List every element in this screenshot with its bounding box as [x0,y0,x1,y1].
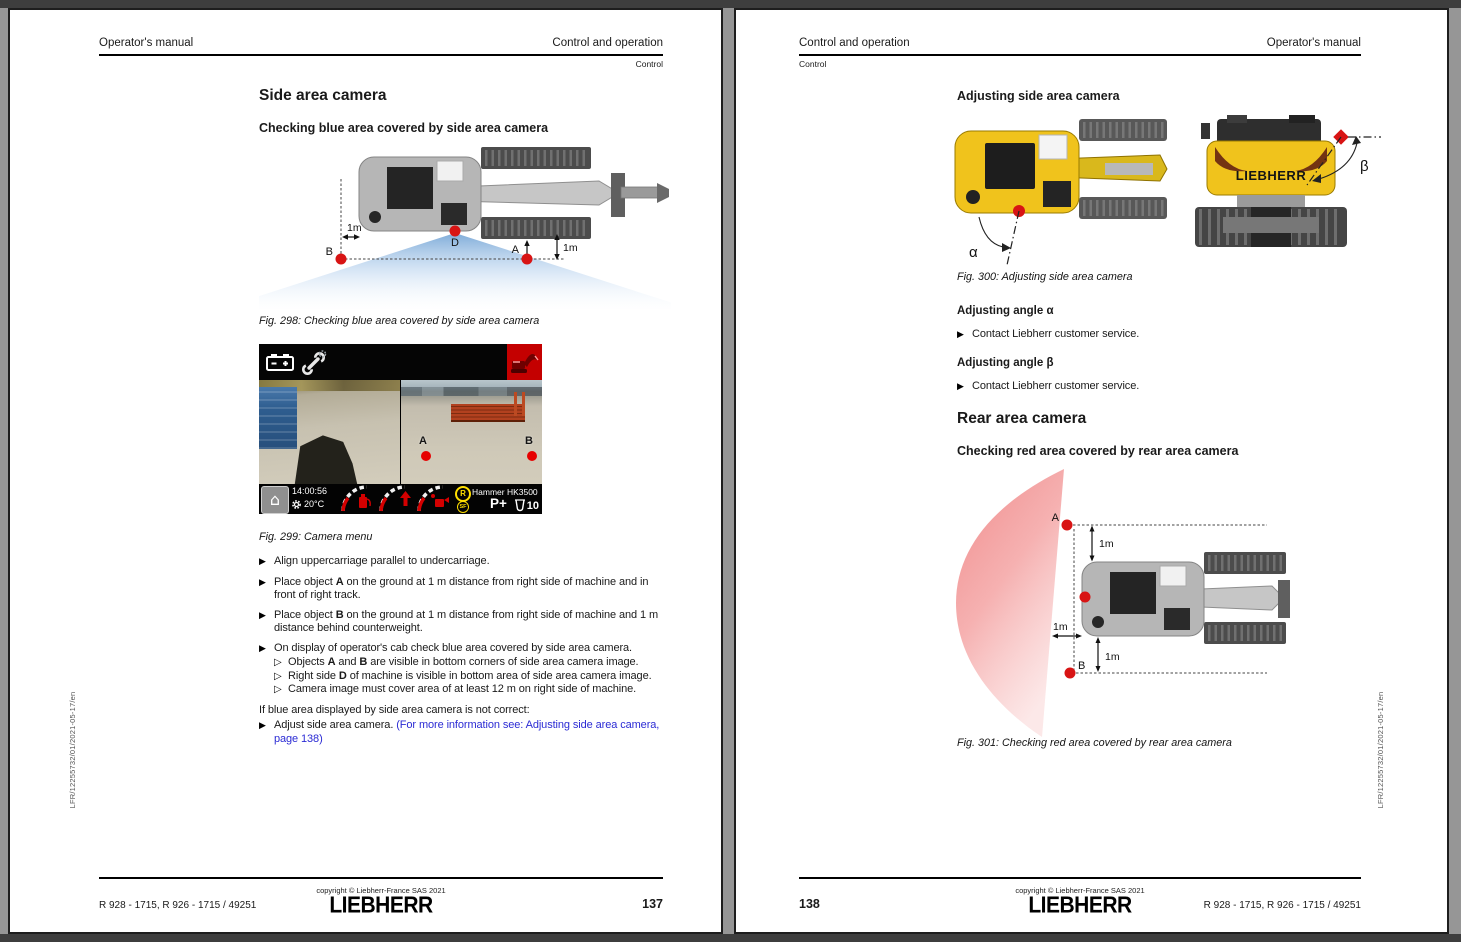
figure-299-camera-menu [259,344,542,514]
subsection-title: Adjusting side area camera [957,89,1120,103]
copyright-line: copyright © Liebherr-France SAS 2021 [1015,886,1145,895]
action-arrow-icon: ▶ [259,577,266,588]
step-text-part: Adjust side area camera. [274,719,397,731]
dimension-label: 1m [347,222,362,234]
camera-menu-status-bar [259,484,542,514]
cross-reference-link[interactable]: (For more information see: Adjusting side area camera, page 138) [274,719,660,745]
beta-label: β [1360,158,1369,175]
camera-marker-dot [1080,592,1091,603]
background-buildings [401,387,542,396]
figure-300-diagram [953,111,1383,267]
model-reference: R 928 - 1715, R 926 - 1715 / 49251 [99,900,257,911]
display-point-a-dot [421,451,431,461]
dimension-label: 1m [1099,538,1114,550]
dimension-top [1090,526,1095,562]
manual-page-138 [734,8,1449,934]
result-step [274,670,671,684]
step-text-part: and [335,656,360,668]
angle-reference-line [1007,211,1019,265]
step-text-part: Camera image must cover area of at least 12 m on right side of machine. [288,683,637,695]
rotation-mode-badge: R [455,486,471,502]
angle-alpha-steps [957,328,1287,349]
status-temperature [292,499,324,509]
red-coverage-area [956,469,1064,737]
section-title: Side area camera [259,87,387,104]
blue-coverage-area [259,233,671,309]
excavator-top-view-illustration [1082,552,1290,644]
instruction-step [957,380,1287,395]
tool-counter [514,498,539,512]
excavator-rear-view-yellow [1195,115,1347,247]
result-step [274,683,671,697]
display-point-a-label: A [419,435,427,447]
page-number: 137 [642,897,663,911]
step-text-part: Contact Liebherr customer service. [972,328,1140,340]
settings-gear-icon [292,500,301,509]
dimension-label: 1m [1053,621,1068,633]
step-text [972,380,1287,395]
action-arrow-icon: ▶ [259,721,266,731]
step-text [274,609,671,636]
step-text-part: on the ground at 1 m distance from right side of machine and in front of right track. [274,575,649,601]
instruction-step [957,328,1287,343]
figure-299-caption: Fig. 299: Camera menu [259,531,373,543]
action-arrow-icon: ▶ [957,330,964,340]
step-text-part: On display of operator's cab check blue area covered by side area camera. [274,641,632,654]
copyright-line: copyright © Liebherr-France SAS 2021 [316,886,446,895]
temperature-gauge-icon [375,485,413,513]
footer-rule [99,877,663,879]
breadcrumb: Control [799,59,827,69]
model-reference: R 928 - 1715, R 926 - 1715 / 49251 [1203,900,1361,911]
object-reference: B [335,608,344,621]
step-text-part: Align uppercarriage parallel to undercarriage. [274,555,490,567]
side-camera-image[interactable] [401,380,542,484]
marker-dot-a [522,254,533,265]
temperature-value: 20°C [304,499,325,509]
dimension-label: 1m [563,242,578,254]
alpha-label: α [969,244,978,261]
instruction-step [259,609,671,636]
machine-shadow [287,430,365,484]
alpha-arc-arrowhead [1002,243,1011,252]
document-code: LFR/12255732/01/2021-05-17/en [1376,691,1385,809]
step-text-part: are visible in bottom corners of side area camera image. [367,656,639,668]
stack-post [522,392,525,416]
angle-alpha-heading: Adjusting angle α [957,305,1054,317]
step-text [274,642,671,657]
instruction-step [259,555,671,570]
counterweight-brand-text: LIEBHERR [1235,168,1307,183]
step-text-part: Contact Liebherr customer service. [972,380,1140,392]
result-arrow-icon: ▷ [274,657,282,668]
liebherr-logo: LIEBHERR [1028,893,1132,918]
angle-beta-heading: Adjusting angle β [957,357,1054,369]
point-label-a: A [511,244,519,256]
point-label-b: B [325,246,333,258]
condition-text: If blue area displayed by side area camera is not correct: [259,703,530,716]
dimension-horizontal [1052,634,1082,639]
status-time: 14:00:56 [292,486,328,496]
header-rule [99,54,663,56]
home-button[interactable] [261,486,289,514]
result-arrow-icon: ▷ [274,670,282,682]
blue-container [259,387,297,449]
running-header-left: Operator's manual [99,37,194,49]
action-arrow-icon: ▶ [259,557,266,567]
subsection-title: Checking blue area covered by side area camera [259,121,549,135]
fuel-gauge-icon [337,485,375,513]
instruction-step [259,719,671,746]
step-text [274,719,671,746]
display-point-b-dot [527,451,537,461]
stack-post [514,392,517,416]
document-code: LFR/12255732/01/2021-05-17/en [68,691,77,809]
point-label-d: D [451,237,459,249]
gauge-cluster [337,485,451,513]
figure-301-diagram [952,467,1292,739]
home-icon: ⌂ [269,490,281,509]
running-header-right: Control and operation [552,37,663,49]
step-text-part: on the ground at 1 m distance from right side of machine and 1 m distance behind counterweight. [274,608,659,634]
viewer-top-edge [0,0,1461,8]
excavator-top-view-illustration [359,147,669,239]
angle-beta-steps [957,380,1287,401]
marker-dot-d [450,226,461,237]
dimension-label: 1m [1105,651,1120,663]
step-text [288,670,671,684]
figure-301-caption: Fig. 301: Checking red area covered by rear area camera [957,737,1232,749]
service-wrench-icon [301,349,327,375]
object-reference: B [359,656,368,668]
marker-dot-b [336,254,347,265]
step-text-part: Place object [274,608,336,621]
step-text-part: Objects [288,656,328,668]
action-arrow-icon: ▶ [957,382,964,392]
step-text [274,555,671,570]
section-title: Rear area camera [957,410,1087,427]
page-number: 138 [799,897,820,911]
battery-icon [266,353,296,371]
power-mode: P+ [490,496,507,511]
marker-dot-a [1062,520,1073,531]
breadcrumb: Control [635,59,663,69]
figure-298-caption: Fig. 298: Checking blue area covered by side area camera [259,315,540,327]
marker-dot-b [1065,668,1076,679]
display-point-b-label: B [525,435,533,447]
point-label-b: B [1078,660,1086,672]
step-text [288,683,671,697]
running-header-left: Control and operation [799,37,910,49]
instruction-step [259,576,671,603]
footer-rule [799,877,1361,879]
bucket-icon [514,498,526,512]
result-step [274,656,671,670]
object-reference: A [327,656,336,668]
alpha-angle-arc [979,217,1003,247]
viewer-bottom-edge [0,934,1461,942]
dimension-bottom [1096,637,1101,672]
dimension-left [342,234,360,240]
camera-menu-top-bar [259,344,542,380]
object-reference: D [338,669,347,682]
manual-page-137 [8,8,723,934]
instruction-step [259,642,671,657]
step-text [288,656,671,670]
excavator-top-view-yellow [955,119,1167,219]
figure-298-diagram [259,143,671,309]
step-text-part: of machine is visible in bottom area of side area camera image. [346,669,652,682]
header-rule [799,54,1361,56]
point-label-a: A [1051,512,1059,524]
figure-300-caption: Fig. 300: Adjusting side area camera [957,271,1133,283]
subsection-title: Checking red area covered by rear area camera [957,444,1239,458]
step-text-part: Right side [288,669,339,682]
step-text-part: Place object [274,575,336,588]
liebherr-logo: LIEBHERR [329,893,433,918]
camera-views [259,380,542,484]
instruction-list [259,555,671,752]
step-text [972,328,1287,343]
speed-mode-badge: SF [457,501,469,513]
machine-alert-icon[interactable] [507,344,542,380]
tool-counter-value: 10 [526,500,539,512]
attachment-name: Hammer HK3500 [472,487,538,497]
hydraulic-oil-gauge-icon [413,485,451,513]
rear-camera-image[interactable] [259,380,400,484]
result-arrow-icon: ▷ [274,684,282,695]
running-header-right: Operator's manual [1266,37,1361,49]
action-arrow-icon: ▶ [259,610,266,621]
object-reference: A [335,575,344,588]
step-text [274,576,671,603]
action-arrow-icon: ▶ [259,643,266,654]
